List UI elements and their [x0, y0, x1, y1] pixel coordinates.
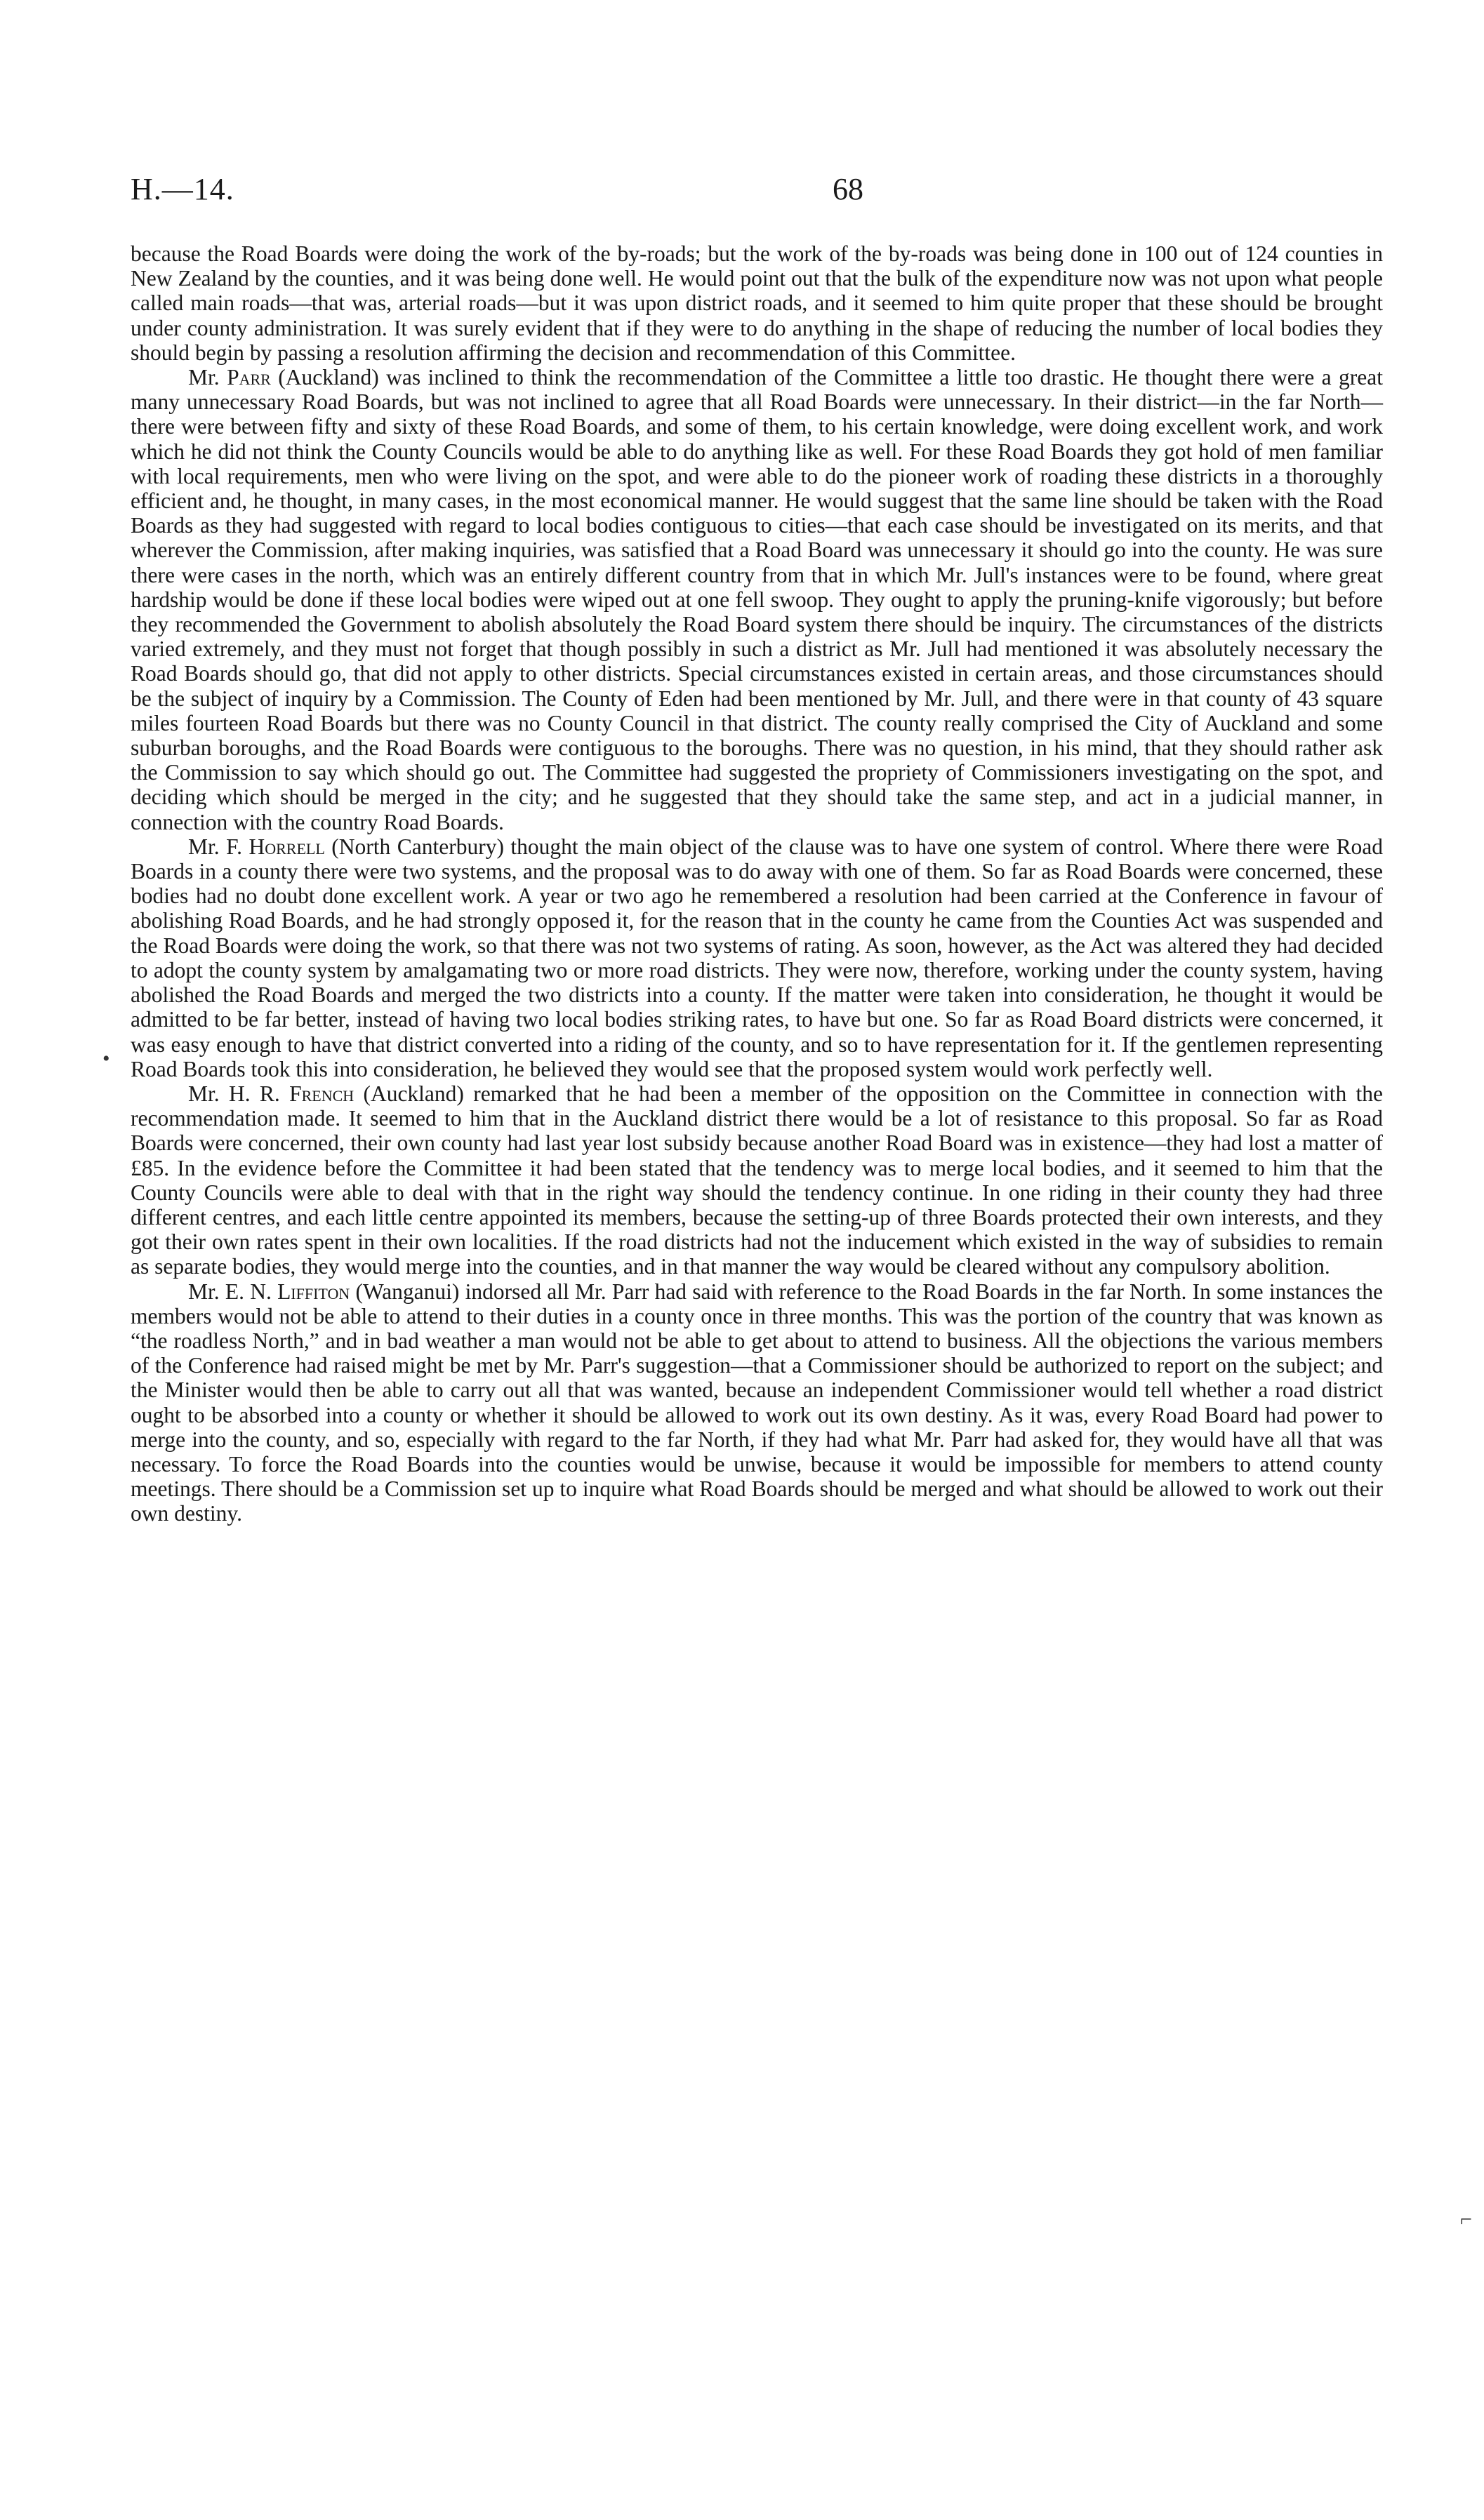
paragraph-horrell	[131, 834, 1383, 1081]
paragraph-text: (Wanganui) indorsed all Mr. Parr had said with reference to the Road Boards in the far North. In some instances the members would not be able to attend to their duties in a county once in three months. This was the portion of the country that was known as “the roadless North,” and in bad weather a man would not be able to get about to attend to business. All the objections the various members of the Conference had raised might be met by Mr. Parr's suggestion—that a Commissioner should be authorized to report on the subject; and the Minister would then be able to carry out all that was wanted, because an independent Commissioner would tell whether a road district ought to be absorbed into a county or whether it should be allowed to work out its own destiny. As it was, every Road Board had power to merge into the county, and so, especially with regard to the far North, if they had what Mr. Parr had asked for, they would have all that was necessary. To force the Road Boards into the counties would be unwise, because it would be impossible for members to attend county meetings. There should be a Commission set up to inquire what Road Boards should be merged and what should be allowed to work out their own destiny.	[131, 1279, 1384, 1526]
page-header	[131, 171, 1383, 213]
paragraph-continuation	[131, 241, 1383, 365]
paragraph-parr	[131, 365, 1383, 834]
paragraph-text: (North Canterbury) thought the main object of the clause was to have one system of control. Where there were Road Boards in a county there were two systems, and the proposal was to do away with one of them. So far as Road Boards were concerned, these bodies had no doubt done excellent work. A year or two ago he remembered a resolution had been carried at the Conference in favour of abolishing Road Boards, and he had strongly opposed it, for the reason that in the county he came from the Counties Act was suspended and the Road Boards were doing the work, so that there was not two systems of rating. As soon, however, as the Act was altered they had decided to adopt the county system by amalgamating two or more road districts. They were now, therefore, working under the county system, having abolished the Road Boards and merged the two districts into a county. If the matter were taken into consideration, he thought it would be admitted to be far better, instead of having two local bodies striking rates, to have but one. So far as Road Board districts were concerned, it was easy enough to have that district converted into a riding of the county, and so to have representation for it. If the gentlemen representing Road Boards took this into consideration, he believed they would see that the proposed system would work perfectly well.	[131, 834, 1383, 1081]
speaker-name: Parr	[227, 365, 271, 390]
paragraph-liffiton	[131, 1279, 1383, 1526]
paragraph-text: because the Road Boards were doing the work of the by-roads; but the work of the by-roads was being done in 100 out of 124 counties in New Zealand by the counties, and it was being done well. He would point out that the bulk of the expenditure now was not upon what people called main roads—that was, arterial roads—but it was upon district roads, and it seemed to him quite proper that these should be brought under county administration. It was surely evident that if they were to do anything in the shape of reducing the number of local bodies they should begin by passing a resolution affirming the decision and recommendation of this Committee.	[131, 241, 1383, 365]
speaker-prefix: Mr.	[188, 365, 227, 390]
speaker-prefix: Mr. H. R.	[188, 1081, 290, 1106]
paragraph-text: (Auckland) remarked that he had been a member of the opposition on the Committee in connection with the recommendation made. It seemed to him that in the Auckland district there would be a lot of resistance to this proposal. So far as Road Boards were concerned, their own county had last year lost subsidy because another Road Board was in existence—they had lost a matter of £85. In the evidence before the Committee it had been stated that the tendency was to merge local bodies, and it seemed to him that the County Councils were able to deal with that in the right way should the tendency continue. In one riding in their county they had three different centres, and each little centre appointed its members, because the setting-up of three Boards protected their own interests, and they got their own rates spent in their own localities. If the road districts had not the inducement which existed in the way of subsidies to remain as separate bodies, they would merge into the counties, and in that manner the way would be cleared without any compulsory abolition.	[131, 1081, 1383, 1279]
speaker-prefix: Mr. E. N.	[188, 1279, 278, 1304]
speaker-name: French	[289, 1081, 355, 1106]
body-text	[131, 241, 1383, 1526]
document-reference: H.—14.	[131, 172, 234, 206]
speaker-prefix: Mr. F.	[188, 834, 249, 859]
page-number: 68	[833, 172, 863, 206]
paragraph-french	[131, 1081, 1383, 1279]
speaker-name: Horrell	[249, 834, 325, 859]
margin-tick-mark: ⌐	[1460, 2208, 1472, 2231]
paragraph-text: (Auckland) was inclined to think the recommendation of the Committee a little too drastic. He thought there were a great many unnecessary Road Boards, but was not inclined to agree that all Road Boards were unnecessary. In their district—in the far North—there were between fifty and sixty of these Road Boards, and some of them, to his certain knowledge, were doing excellent work, and work which he did not think the County Councils would be able to do anything like as well. For these Road Boards they got hold of men familiar with local requirements, men who were living on the spot, and were able to do the pioneer work of roading these districts in a thoroughly efficient and, he thought, in many cases, in the most economical manner. He would suggest that the same line should be taken with the Road Boards as they had suggested with regard to local bodies contiguous to cities—that each case should be investigated on its merits, and that wherever the Commission, after making inquiries, was satisfied that a Road Board was unnecessary it should go into the county. He was sure there were cases in the north, which was an entirely different country from that in which Mr. Jull's instances were to be found, where great hardship would be done if these local bodies were wiped out at one fell swoop. They ought to apply the pruning-knife vigorously; but before they recommended the Government to abolish absolutely the Road Board system there should be inquiry. The circumstances of the districts varied extremely, and they must not forget that though possibly in such a district as Mr. Jull had mentioned it was absolutely necessary the Road Boards should go, that did not apply to other districts. Special circumstances existed in certain areas, and those circumstances should be the subject of inquiry by a Commission. The County of Eden had been mentioned by Mr. Jull, and there were in that county of 43 square miles fourteen Road Boards but there was no County Council in that district. The county really comprised the City of Auckland and some suburban boroughs, and the Road Boards were contiguous to the boroughs. There was no question, in his mind, that they should rather ask the Commission to say which should go out. The Committee had suggested the propriety of Commissioners investigating on the spot, and deciding which should be merged in the city; and he suggested that they should take the same step, and act in a judicial manner, in connection with the country Road Boards.	[131, 365, 1383, 834]
margin-dot-mark: •	[102, 1047, 110, 1070]
speaker-name: Liffiton	[277, 1279, 350, 1304]
